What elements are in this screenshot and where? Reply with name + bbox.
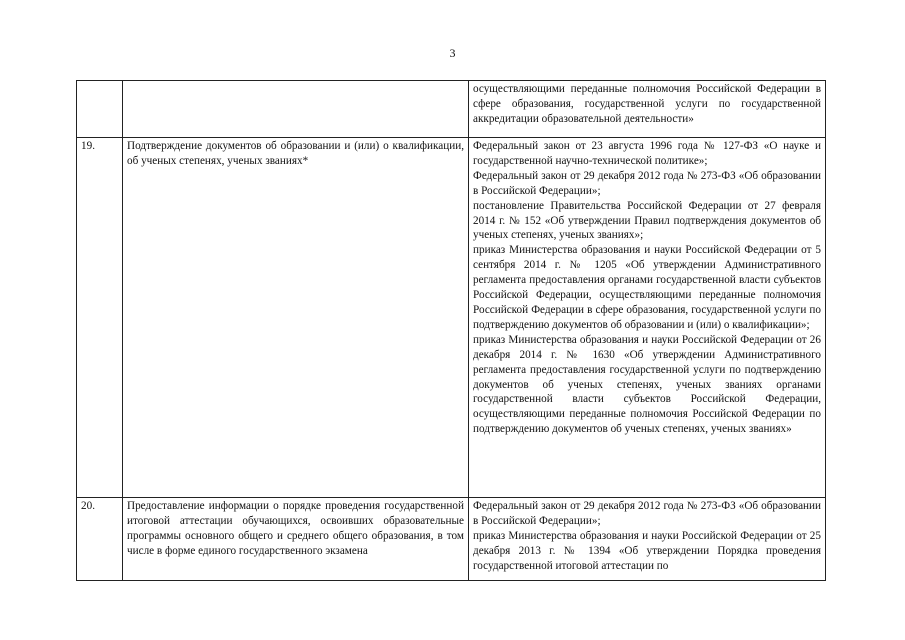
- table-row: [77, 138, 826, 498]
- law-entry: осуществляющими переданные полномочия Российской Федерации в сфере образования, государственной услуги по государственной аккредитации образовательной деятельности»: [473, 83, 821, 125]
- services-table: [76, 80, 826, 581]
- table-row: [77, 498, 826, 581]
- service-name-cell: [123, 81, 469, 138]
- row-number-cell: 20.: [77, 498, 123, 581]
- legal-basis-cell: [469, 498, 826, 581]
- legal-basis-cell: [469, 138, 826, 498]
- page-number: 3: [449, 46, 456, 60]
- row-number-cell: 19.: [77, 138, 123, 498]
- law-entry: приказ Министерства образования и науки Российской Федерации от 25 декабря 2013 г. № 1394 «Об утверждении Порядка проведения государственной итоговой аттестации по: [473, 529, 821, 572]
- law-entry: Федеральный закон от 29 декабря 2012 года № 273-ФЗ «Об образовании в Российской Федерации»;: [473, 500, 821, 527]
- service-name-cell: Подтверждение документов об образовании и (или) о квалификации, об ученых степенях, ученых званиях*: [123, 138, 469, 498]
- law-entry: Федеральный закон от 23 августа 1996 года № 127-ФЗ «О науке и государственной научно-технической политике»;: [473, 140, 821, 167]
- table-row: [77, 81, 826, 138]
- law-entry: приказ Министерства образования и науки Российской Федерации от 5 сентября 2014 г. № 1205 «Об утверждении Административного регламента предоставления органами государственной власти субъектов Российской Федерации, осуществляющими переданные полномочия Российской Федерации в сфере образования, государственной услуги по подтверждению документов об образовании и (или) о квалификации»;: [473, 244, 821, 331]
- law-entry: Федеральный закон от 29 декабря 2012 года № 273-ФЗ «Об образовании в Российской Федерации»;: [473, 169, 821, 197]
- law-entry: постановление Правительства Российской Федерации от 27 февраля 2014 г. № 152 «Об утверждении Правил подтверждения документов об ученых степенях, ученых званиях»;: [473, 199, 821, 242]
- legal-basis-cell: [469, 81, 826, 138]
- service-name-cell: Предоставление информации о порядке проведения государственной итоговой аттестации обучающихся, освоивших образовательные программы основного общего и среднего общего образования, в том числе в форме единого государственного экзамена: [123, 498, 469, 581]
- law-entry: приказ Министерства образования и науки Российской Федерации от 26 декабря 2014 г. № 1630 «Об утверждении Административного регламента предоставления государственной услуги по подтверждению документов об ученых степенях, ученых званиях органами государственной власти субъектов Российской Федерации, осуществляющими переданные полномочия Российской Федерации по подтверждению документов об ученых степенях, ученых званиях»: [473, 333, 821, 436]
- row-number-cell: [77, 81, 123, 138]
